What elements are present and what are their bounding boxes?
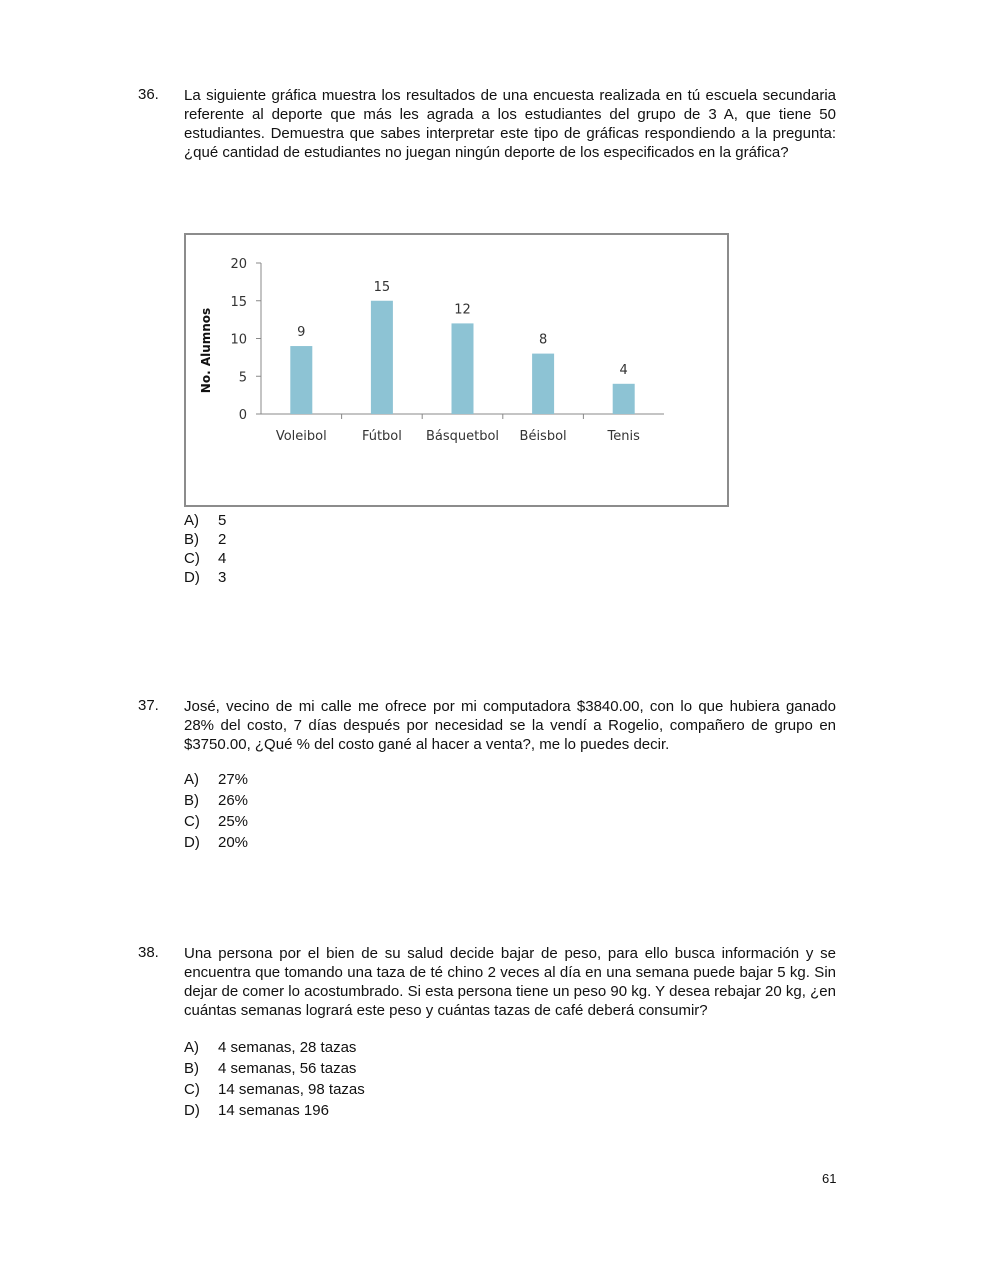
option-b[interactable]: B) 26% — [184, 792, 249, 809]
x-tick-label: Voleibol — [275, 429, 327, 444]
answer-options-38 — [184, 1037, 836, 1121]
option-a[interactable]: A) 27% — [184, 771, 249, 788]
option-a[interactable]: A) 5 — [184, 512, 227, 529]
question-text: La siguiente gráfica muestra los resultados de una encuesta realizada en tú escuela secundaria referente al deporte que más les agrada a los estudiantes del grupo de 3 A, que tiene 50 estudiantes. Demuestra que sabes interpretar este tipo de gráficas respondiendo a la pregunta: ¿qué cantidad de estudiantes no juegan ningún deporte de los especificados en la gráfica? — [184, 87, 836, 161]
option-c[interactable]: C) 25% — [184, 813, 249, 830]
answer-options-37 — [184, 769, 836, 853]
chart-svg — [186, 235, 731, 509]
option-d[interactable]: D) 20% — [184, 834, 249, 851]
y-tick-label: 0 — [238, 408, 247, 423]
bar-voleibol — [290, 346, 312, 414]
option-d[interactable]: D) 14 semanas 196 — [184, 1102, 329, 1119]
bar-fútbol — [371, 301, 393, 414]
bar-tenis — [613, 384, 635, 414]
x-tick-label: Básquetbol — [425, 429, 500, 444]
data-label: 9 — [297, 325, 306, 341]
page-number: 61 — [822, 1171, 837, 1186]
y-tick-label: 10 — [230, 332, 247, 348]
data-label: 15 — [373, 279, 391, 295]
question-number: 38. — [138, 944, 159, 961]
y-axis-label: No. Alumnos — [199, 307, 213, 394]
x-tick-label: Tenis — [607, 429, 640, 444]
question-36 — [138, 86, 836, 162]
data-label: 8 — [538, 332, 548, 348]
answer-options-36 — [184, 511, 226, 587]
question-number: 37. — [138, 697, 159, 714]
question-38 — [138, 944, 836, 1121]
bar-chart — [184, 233, 729, 507]
question-text: Una persona por el bien de su salud decide bajar de peso, para ello busca información y se encuentra que tomando una taza de té chino 2 veces al día en una semana puede bajar 5 kg. Sin dejar de comer lo acostumbrado. Si esta persona tiene un peso 90 kg. Y desea rebajar 20 kg, ¿en cuántas semanas logrará este peso y cuántas tazas de café deberá consumir? — [184, 945, 836, 1019]
option-c[interactable]: C) 14 semanas, 98 tazas — [184, 1081, 365, 1098]
question-text: José, vecino de mi calle me ofrece por mi computadora $3840.00, con lo que hubiera ganado 28% del costo, 7 días después por necesidad se la vendí a Rogelio, compañero de grupo en $3750.00, ¿Qué % del costo gané al hacer a venta?, me lo puedes decir. — [184, 698, 836, 753]
y-tick-label: 15 — [230, 294, 247, 310]
option-c[interactable]: C) 4 — [184, 550, 227, 567]
question-number: 36. — [138, 86, 159, 103]
question-37 — [138, 697, 836, 853]
y-tick-label: 5 — [238, 370, 247, 386]
bar-béisbol — [532, 354, 554, 414]
bar-básquetbol — [452, 323, 474, 414]
data-label: 4 — [619, 362, 628, 378]
option-b[interactable]: B) 4 semanas, 56 tazas — [184, 1060, 357, 1077]
option-d[interactable]: D) 3 — [184, 569, 227, 586]
y-tick-label: 20 — [230, 257, 247, 272]
x-tick-label: Fútbol — [361, 429, 402, 444]
data-label: 12 — [454, 302, 471, 318]
option-a[interactable]: A) 4 semanas, 28 tazas — [184, 1039, 357, 1056]
option-b[interactable]: B) 2 — [184, 531, 227, 548]
x-tick-label: Béisbol — [519, 429, 567, 444]
